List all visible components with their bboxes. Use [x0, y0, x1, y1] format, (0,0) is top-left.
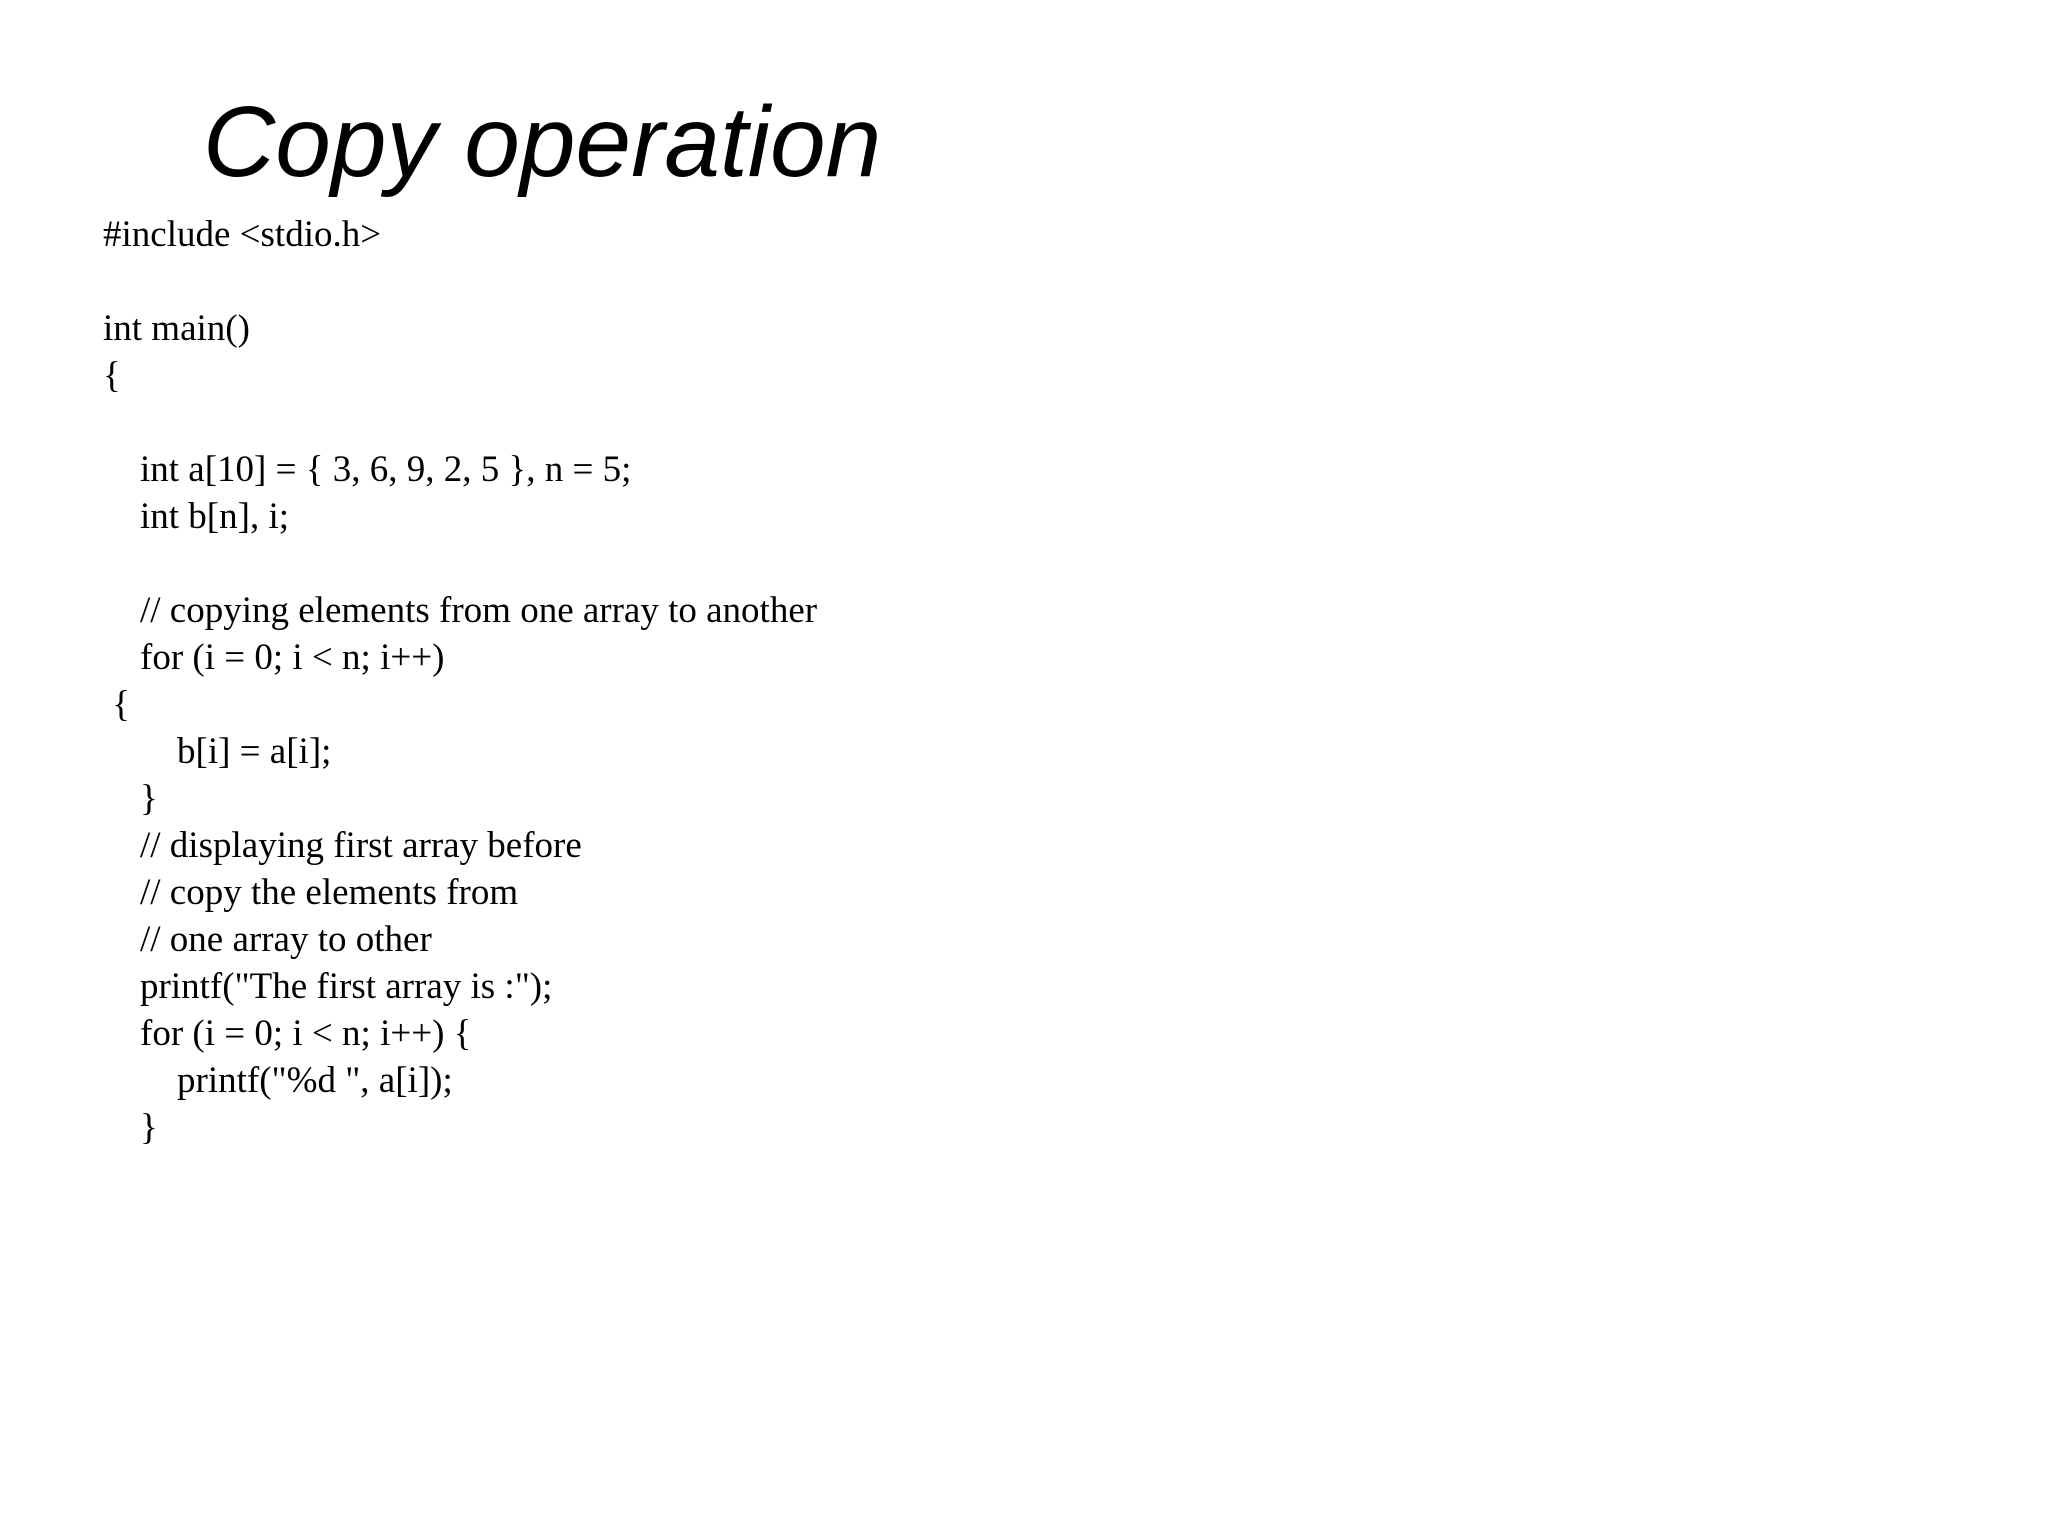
code-line: // displaying first array before — [103, 825, 582, 866]
code-line: } — [103, 778, 158, 819]
slide-title: Copy operation — [203, 86, 882, 198]
code-line: // copy the elements from — [103, 872, 519, 913]
code-line: { — [103, 355, 121, 396]
code-line — [103, 399, 817, 446]
code-block — [103, 211, 817, 1151]
code-line: #include <stdio.h> — [103, 214, 382, 255]
code-line: { — [103, 684, 131, 725]
code-line: int main() — [103, 308, 250, 349]
code-line: } — [103, 1107, 158, 1148]
code-line: printf("%d ", a[i]); — [103, 1060, 453, 1101]
code-line: int b[n], i; — [103, 496, 290, 537]
code-line — [103, 258, 817, 305]
code-line — [103, 540, 817, 587]
code-line: // one array to other — [103, 919, 432, 960]
code-line: for (i = 0; i < n; i++) { — [103, 1013, 472, 1054]
code-line: printf("The first array is :"); — [103, 966, 553, 1007]
code-line: b[i] = a[i]; — [103, 731, 332, 772]
code-line: for (i = 0; i < n; i++) — [103, 637, 445, 678]
code-line: int a[10] = { 3, 6, 9, 2, 5 }, n = 5; — [103, 449, 632, 490]
code-line: // copying elements from one array to another — [103, 590, 818, 631]
